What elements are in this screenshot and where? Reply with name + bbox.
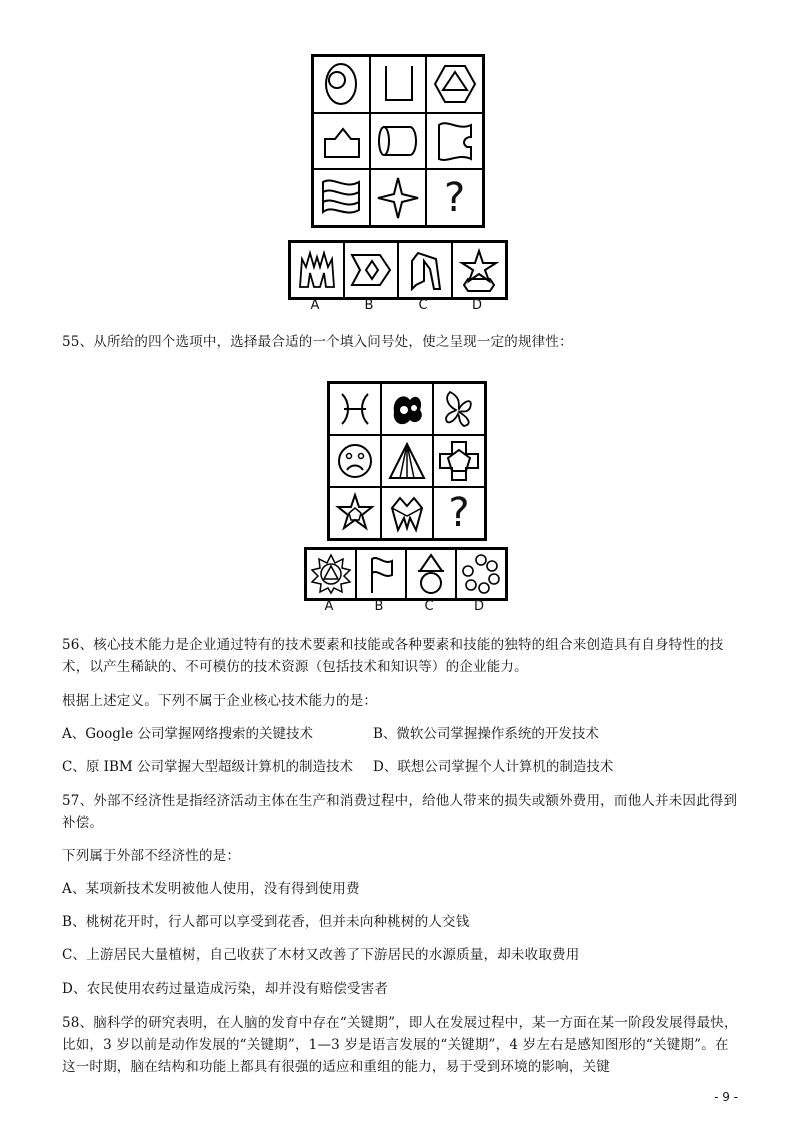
p1-letter-a: A (310, 298, 320, 313)
p1-letter-b: B (364, 298, 374, 313)
p2-letter-d: D (473, 599, 484, 614)
q56-option-d[interactable]: D、联想公司掌握个人计算机的制造技术 (373, 759, 614, 775)
puzzle2-options (304, 547, 508, 601)
p2-cell-question (433, 487, 485, 539)
p2-cell-tooth (381, 487, 433, 539)
spiky-figure-icon (294, 247, 340, 293)
p1-cell-crown (313, 113, 370, 170)
question-mark: ? (444, 174, 466, 221)
star-and-hexagon-icon (456, 247, 502, 293)
p2-letter-a: A (324, 599, 334, 614)
striped-triangle-icon (386, 440, 428, 482)
puzzle1-figure-grid (311, 54, 485, 228)
q57-stem: 57、外部不经济性是指经济活动主体在生产和消费过程中，给他人带来的损失或额外费用，而他人并未因此得到补偿。 (62, 793, 738, 831)
p1-option-a[interactable] (290, 242, 344, 298)
q57-option-a[interactable]: A、某项新技术发明被他人使用，没有得到使用费 (62, 881, 360, 897)
hexagon-icon (431, 60, 479, 108)
p1-cell-wave-flag (313, 169, 370, 226)
oval-in-oval-icon (317, 60, 365, 108)
q58-stem: 58、脑科学的研究表明，在人脑的发育中存在“关键期”，即人在发展过程中，某一方面在某一阶段发展得最快，比如，3 岁以前是动作发展的“关键期”，1—3 岁是语言发展的“关键期”，4 岁左右是感知图形的“关键期”。在这一时期，脑在结构和功能上都具有很强的适应和重组的能力，易于受到环境的影响，关键 (62, 1015, 738, 1075)
crown-icon (317, 117, 365, 165)
p1-option-c[interactable] (398, 242, 452, 298)
q57-option-c[interactable]: C、上游居民大量植树，自己收获了木材又改善了下游居民的水源质量，却未收取费用 (62, 947, 580, 963)
p2-option-d[interactable] (456, 549, 506, 599)
p2-cell-star-pentagon (329, 487, 381, 539)
sad-face-icon (334, 440, 376, 482)
p2-cell-sad-face (329, 435, 381, 487)
q56-option-a[interactable]: A、Google 公司掌握网络搜索的关键技术 (62, 726, 314, 742)
star-pentagon-icon (334, 492, 376, 534)
p1-cell-cylinder (370, 113, 427, 170)
p1-cell-star (370, 169, 427, 226)
p2-cell-cross-pentagon (433, 435, 485, 487)
four-point-star-icon (374, 174, 422, 222)
p1-cell-oval (313, 56, 370, 113)
flag-icon (360, 553, 402, 595)
p2-letter-c: C (424, 599, 434, 614)
p2-cell-arcs (329, 383, 381, 435)
q57-option-d[interactable]: D、农民使用农药过量造成污染，却并没有赔偿受害者 (62, 981, 389, 997)
puzzle2-figure-grid (327, 381, 487, 541)
p1-option-b[interactable] (344, 242, 398, 298)
p1-cell-flag-shape (426, 113, 483, 170)
q55-text: 55、从所给的四个选项中，选择最合适的一个填入问号处，使之呈现一定的规律性： (62, 334, 573, 350)
p2-cell-petal (433, 383, 485, 435)
wave-flag-icon (317, 174, 365, 222)
q56-option-c[interactable]: C、原 IBM 公司掌握大型超级计算机的制造技术 (62, 759, 353, 775)
q56-stem: 56、核心技术能力是企业通过特有的技术要素和技能或各种要素和技能的独特的组合来创造具有自身特性的技术，以产生稀缺的、不可模仿的技术资源（包括技术和知识等）的企业能力。 (62, 637, 724, 675)
q56-prompt: 根据上述定义。下列不属于企业核心技术能力的是： (62, 693, 378, 709)
p2-option-c[interactable] (406, 549, 456, 599)
p1-letter-c: C (418, 298, 428, 313)
wavy-shape-icon (431, 117, 479, 165)
puzzle2-option-letters (304, 599, 504, 614)
hook-shape-icon (402, 247, 448, 293)
p1-cell-hexagon (426, 56, 483, 113)
p2-cell-blob (381, 383, 433, 435)
p2-option-b[interactable] (356, 549, 406, 599)
pisces-icon (334, 388, 376, 430)
triangle-over-circle-icon (410, 553, 452, 595)
p1-cell-u-shape (370, 56, 427, 113)
page-number: - 9 - (714, 1090, 738, 1104)
puzzle1-options (288, 240, 508, 300)
sun-triangle-icon (310, 553, 352, 595)
p1-option-d[interactable] (452, 242, 506, 298)
u-shape-icon (374, 60, 422, 108)
p1-cell-question (426, 169, 483, 226)
puzzle1-option-letters (288, 298, 504, 313)
p2-option-a[interactable] (306, 549, 356, 599)
p2-cell-triangle-lines (381, 435, 433, 487)
chevron-diamond-icon (348, 247, 394, 293)
q56-option-b[interactable]: B、微软公司掌握操作系统的开发技术 (373, 726, 599, 742)
tooth-shape-icon (386, 492, 428, 534)
question-mark: ? (448, 490, 470, 536)
ring-of-circles-icon (460, 553, 502, 595)
black-blob-icon (386, 388, 428, 430)
cylinder-icon (374, 117, 422, 165)
p1-letter-d: D (471, 298, 482, 313)
p2-letter-b: B (374, 599, 384, 614)
cross-pentagon-icon (438, 440, 480, 482)
petal-shape-icon (438, 388, 480, 430)
q57-prompt: 下列属于外部不经济性的是： (62, 848, 241, 864)
q57-option-b[interactable]: B、桃树花开时，行人都可以享受到花香，但并未向种桃树的人交钱 (62, 914, 470, 930)
